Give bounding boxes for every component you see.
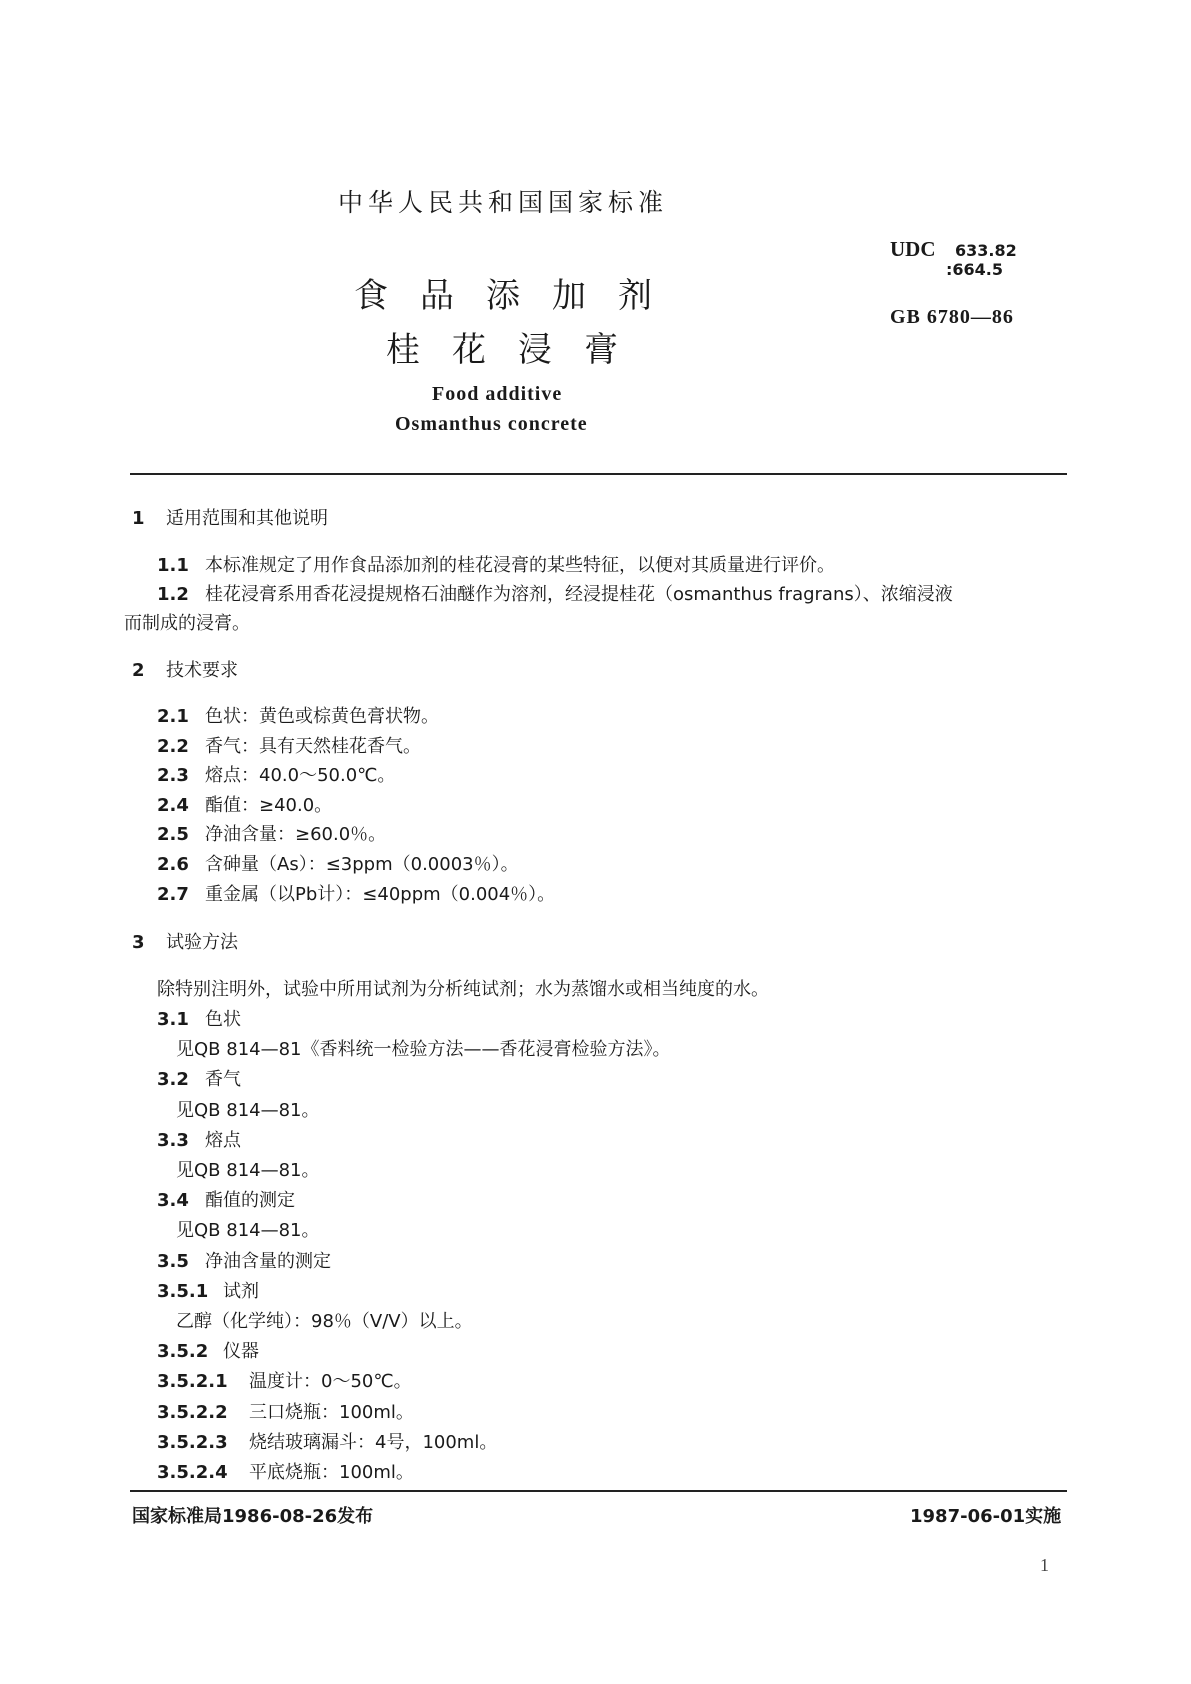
- title-english-line2: Osmanthus concrete: [395, 413, 588, 435]
- section-number: 2: [132, 660, 145, 681]
- requirement-item: [157, 794, 332, 818]
- clause-text: 见QB 814—81。: [176, 1220, 320, 1241]
- udc-value-secondary: :664.5: [946, 260, 1004, 279]
- national-standard-heading: 中华人民共和国国家标准: [338, 188, 669, 217]
- section-3-intro: 除特别注明外，试验中所用试剂为分析纯试剂；水为蒸馏水或相当纯度的水。: [157, 979, 769, 1000]
- footer-divider: [130, 1490, 1067, 1492]
- header-divider: [130, 473, 1067, 475]
- clause-number: 3.5.2.4: [157, 1462, 228, 1483]
- requirement-item: [157, 853, 519, 877]
- section-3-heading: [132, 931, 238, 955]
- clause-text: 桂花浸膏系用香花浸提规格石油醚作为溶剂，经浸提桂花（osmanthus fragrans）、浓缩浸液: [205, 584, 953, 605]
- clause-text: 色状: [205, 1009, 241, 1030]
- clause-text: 含砷量（As）：≤3ppm（0.0003％）。: [205, 854, 519, 875]
- title-chinese-line1: 食品添加剂: [354, 276, 684, 316]
- method-clause: [157, 1340, 259, 1364]
- effective-date: 1987-06-01实施: [910, 1506, 1062, 1527]
- udc-label: UDC: [890, 237, 936, 261]
- clause-number: 2.5: [157, 824, 189, 845]
- method-clause: [157, 1189, 295, 1213]
- requirement-item: [157, 883, 555, 907]
- udc-value: 633.82: [955, 241, 1017, 260]
- section-number: 1: [132, 508, 145, 529]
- method-clause: [157, 1370, 412, 1394]
- requirement-item: [157, 735, 421, 759]
- clause-text: 色状：黄色或棕黄色膏状物。: [205, 706, 439, 727]
- method-clause: [157, 1008, 241, 1032]
- clause-number: 2.1: [157, 706, 189, 727]
- clause-text: 熔点: [205, 1130, 241, 1151]
- clause-number: 3.5.2: [157, 1341, 209, 1362]
- clause-number: 2.3: [157, 765, 189, 786]
- clause-text: 本标准规定了用作食品添加剂的桂花浸膏的某些特征，以便对其质量进行评价。: [205, 555, 835, 576]
- section-2-heading: [132, 659, 238, 683]
- requirement-item: [157, 764, 395, 788]
- method-detail: [176, 1038, 671, 1062]
- clause-number: 2.4: [157, 795, 189, 816]
- method-clause: [157, 1250, 331, 1274]
- method-clause: [157, 1431, 497, 1455]
- clause-text: 净油含量：≥60.0％。: [205, 824, 387, 845]
- clause-text: 温度计：0～50℃。: [249, 1371, 412, 1392]
- clause-text: 见QB 814—81。: [176, 1160, 320, 1181]
- clause-number: 3.3: [157, 1130, 189, 1151]
- clause-text: 试剂: [223, 1281, 259, 1302]
- requirement-item: [157, 823, 386, 847]
- clause-text: 酯值：≥40.0。: [205, 795, 333, 816]
- clause-text: 平底烧瓶：100ml。: [249, 1462, 414, 1483]
- clause-number: 3.2: [157, 1069, 189, 1090]
- clause-number: 2.2: [157, 736, 189, 757]
- section-title: 技术要求: [166, 660, 238, 681]
- clause-number: 2.7: [157, 884, 189, 905]
- issue-date: 国家标准局1986-08-26发布: [132, 1506, 374, 1527]
- clause-number: 1.1: [157, 555, 189, 576]
- method-clause: [157, 1280, 259, 1304]
- clause-text: 烧结玻璃漏斗：4号，100ml。: [249, 1432, 498, 1453]
- clause-text: 熔点：40.0～50.0℃。: [205, 765, 396, 786]
- clause-text: 净油含量的测定: [205, 1251, 331, 1272]
- paragraph-1-1: [157, 554, 835, 578]
- clause-number: 1.2: [157, 584, 189, 605]
- title-english-line1: Food additive: [432, 383, 563, 405]
- gb-number: GB 6780—86: [890, 306, 1014, 328]
- method-detail: [176, 1219, 320, 1243]
- method-clause: [157, 1068, 241, 1092]
- section-title: 试验方法: [166, 932, 238, 953]
- clause-number: 3.1: [157, 1009, 189, 1030]
- clause-text: 见QB 814—81《香料统一检验方法——香花浸膏检验方法》。: [176, 1039, 671, 1060]
- clause-number: 3.5.2.2: [157, 1402, 228, 1423]
- section-title: 适用范围和其他说明: [166, 508, 328, 529]
- clause-text: 重金属（以Pb计）：≤40ppm（0.004％）。: [205, 884, 556, 905]
- method-clause: [157, 1129, 241, 1153]
- clause-text: 仪器: [223, 1341, 259, 1362]
- method-clause: [157, 1401, 414, 1425]
- title-chinese-line2: 桂花浸膏: [386, 330, 650, 370]
- clause-text: 香气：具有天然桂花香气。: [205, 736, 421, 757]
- clause-text: 三口烧瓶：100ml。: [249, 1402, 414, 1423]
- clause-number: 3.5.1: [157, 1281, 209, 1302]
- method-detail: [176, 1310, 473, 1334]
- method-detail: [176, 1099, 320, 1123]
- method-detail: [176, 1159, 320, 1183]
- page-number: 1: [1040, 1555, 1049, 1575]
- clause-number: 3.5.2.1: [157, 1371, 228, 1392]
- clause-text: 酯值的测定: [205, 1190, 295, 1211]
- clause-text: 见QB 814—81。: [176, 1100, 320, 1121]
- clause-text: 香气: [205, 1069, 241, 1090]
- paragraph-1-2: [157, 583, 953, 607]
- section-number: 3: [132, 932, 145, 953]
- requirement-item: [157, 705, 439, 729]
- clause-number: 2.6: [157, 854, 189, 875]
- clause-number: 3.5.2.3: [157, 1432, 228, 1453]
- clause-text: 乙醇（化学纯）：98％（V/V）以上。: [176, 1311, 473, 1332]
- clause-number: 3.5: [157, 1251, 189, 1272]
- method-clause: [157, 1461, 414, 1485]
- clause-number: 3.4: [157, 1190, 189, 1211]
- paragraph-1-2-continued: 而制成的浸膏。: [124, 613, 250, 634]
- section-1-heading: [132, 507, 328, 531]
